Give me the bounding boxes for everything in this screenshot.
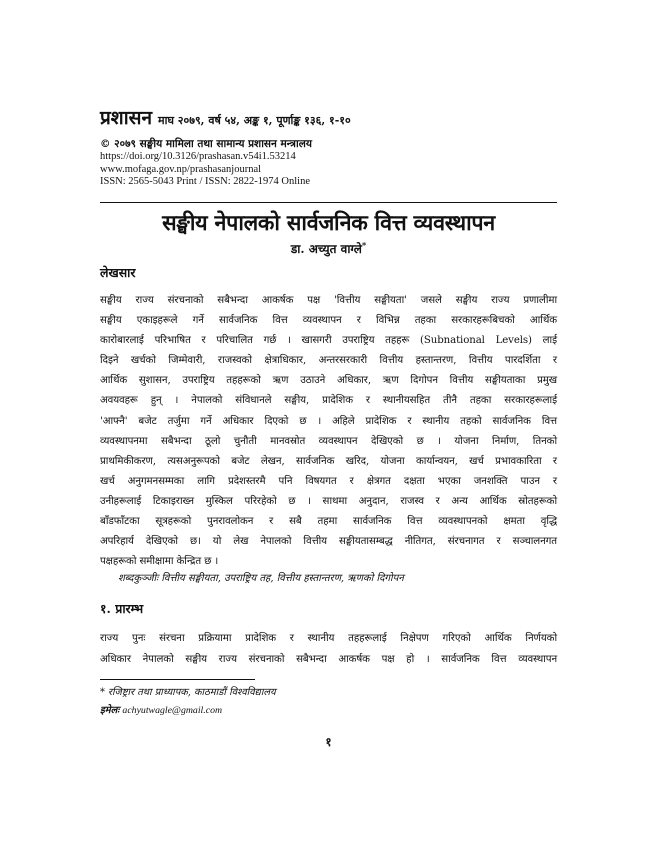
- abstract-line: खर्च अनुगमनसम्मका लागि प्रदेशस्तरमै पनि विषयगत र क्षेत्रगत दक्षता भएका जनशक्ति पाउन र: [100, 475, 557, 487]
- abstract-line: उनीहरूलाई टिकाइराख्न मुस्किल परिरहेको छ । साथमा अनुदान, राजस्व र अन्य आर्थिक स्रोतहरूको: [100, 495, 557, 507]
- abstract-line: दिइने खर्चको जिम्मेवारी, राजस्वको क्षेत्राधिकार, अन्तरसरकारी वित्तीय हस्तान्तरण, वित्तीय पारदर्शिता र: [100, 355, 557, 367]
- footnote: [100, 684, 276, 720]
- author-name: डा. अच्युत वाग्ले: [290, 242, 362, 256]
- abstract-heading: लेखसार: [100, 265, 136, 280]
- website-link[interactable]: www.mofaga.gov.np/prashasanjournal: [100, 163, 262, 175]
- abstract-line: सङ्घीय राज्य संरचनाको सबैभन्दा आकर्षक पक्ष 'वित्तीय सङ्घीयता' जसले सङ्घीय राज्य प्रणालीमा: [100, 295, 557, 306]
- article-author: [100, 240, 557, 257]
- abstract-line: बाँडफाँटका सूत्रहरूको पुनरावलोकन र सबै तहमा सार्वजनिक वित्त व्यवस्थापनको क्षमता वृद्धि: [100, 516, 557, 528]
- header-divider: [100, 202, 557, 203]
- abstract-line: सङ्घीय एकाइहरूले गर्ने सार्वजनिक वित्त व्यवस्थापन र विभिन्न तहका सरकारहरूबिचको आर्थिक: [100, 315, 557, 327]
- body-line: अधिकार नेपालको सङ्घीय राज्य संरचनाको सबैभन्दा आकर्षक पक्ष हो । सार्वजनिक वित्त व्यवस्थापन: [100, 653, 557, 665]
- author-email[interactable]: achyutwagle@gmail.com: [122, 705, 223, 716]
- article-title: सङ्घीय नेपालको सार्वजनिक वित्त व्यवस्थापन: [162, 211, 495, 236]
- journal-header: [100, 108, 560, 189]
- issn-line: ISSN: 2565-5043 Print / ISSN: 2822-1974 Online: [100, 176, 311, 187]
- author-affiliation: * रजिष्ट्रार तथा प्राध्यापक, काठमाडौं विश्वविद्यालय: [100, 687, 276, 698]
- body-line: राज्य पुनः संरचना प्रक्रियामा प्रादेशिक र स्थानीय तहहरूलाई निक्षेपण गरिएको आर्थिक निर्णयको: [100, 633, 557, 644]
- section-heading-introduction: १. प्रारम्भ: [100, 601, 144, 616]
- page-number: १: [325, 735, 332, 749]
- abstract-line: कारोबारलाई परिभाषित र परिचालित गर्छ । खासगरी उपराष्ट्रिय तहहरू (Subnational Levels) लाई: [100, 335, 557, 347]
- footnote-divider: [100, 679, 255, 680]
- abstract-line: पक्षहरूको समीक्षामा केन्द्रित छ ।: [100, 556, 219, 568]
- abstract-line: व्यवस्थापनमा सबैभन्दा ठूलो चुनौती मानवस्रोत व्यवस्थापन देखिएको छ । योजना निर्माण, तिनको: [100, 435, 557, 447]
- abstract-line: प्राथमिकीकरण, त्यसअनुरूपको बजेट लेखन, सार्वजनिक खरिद, योजना कार्यान्वयन, खर्च प्रभावकारिता र: [100, 455, 557, 467]
- issue-info: माघ २०७९, वर्ष ५४, अङ्क १, पूर्णाङ्क १३६, १-१०: [158, 114, 351, 127]
- keywords: शब्दकुञ्जीः वित्तीय सङ्घीयता, उपराष्ट्रिय तह, वित्तीय हस्तान्तरण, ऋणको दिगोपन: [118, 573, 404, 584]
- journal-name: प्रशासन: [100, 107, 153, 129]
- abstract-line: आर्थिक सुशासन, उपराष्ट्रिय तहहरूको ऋण उठाउने अधिकार, ऋण दिगोपन वित्तीय सङ्घीयताका प्रमुख: [100, 375, 557, 387]
- abstract-line: अवयवहरू हुन् । नेपालको संविधानले सङ्घीय, प्रादेशिक र स्थानीयसहित तीनै तहका सरकारहरूलाई: [100, 395, 557, 407]
- abstract-line: अपरिहार्य देखिएको छ। यो लेख नेपालको वित्तीय सङ्घीयतासम्बद्ध नीतिगत, संरचनागत र सञ्चालनगत: [100, 536, 557, 548]
- email-label: इमेलः: [100, 705, 120, 716]
- author-footnote-mark: *: [361, 240, 367, 250]
- abstract-line: 'आफ्नै' बजेट तर्जुमा गर्ने अधिकार दिएको छ । अहिले प्रादेशिक र स्थानीय तहको सार्वजनिक वित्त: [100, 415, 557, 427]
- abstract-body: [100, 291, 557, 572]
- doi-link[interactable]: https://doi.org/10.3126/prashasan.v54i1.53214: [100, 151, 296, 162]
- introduction-body: [100, 629, 557, 670]
- copyright-line: © २०७९ सङ्घीय मामिला तथा सामान्य प्रशासन मन्त्रालय: [100, 138, 312, 150]
